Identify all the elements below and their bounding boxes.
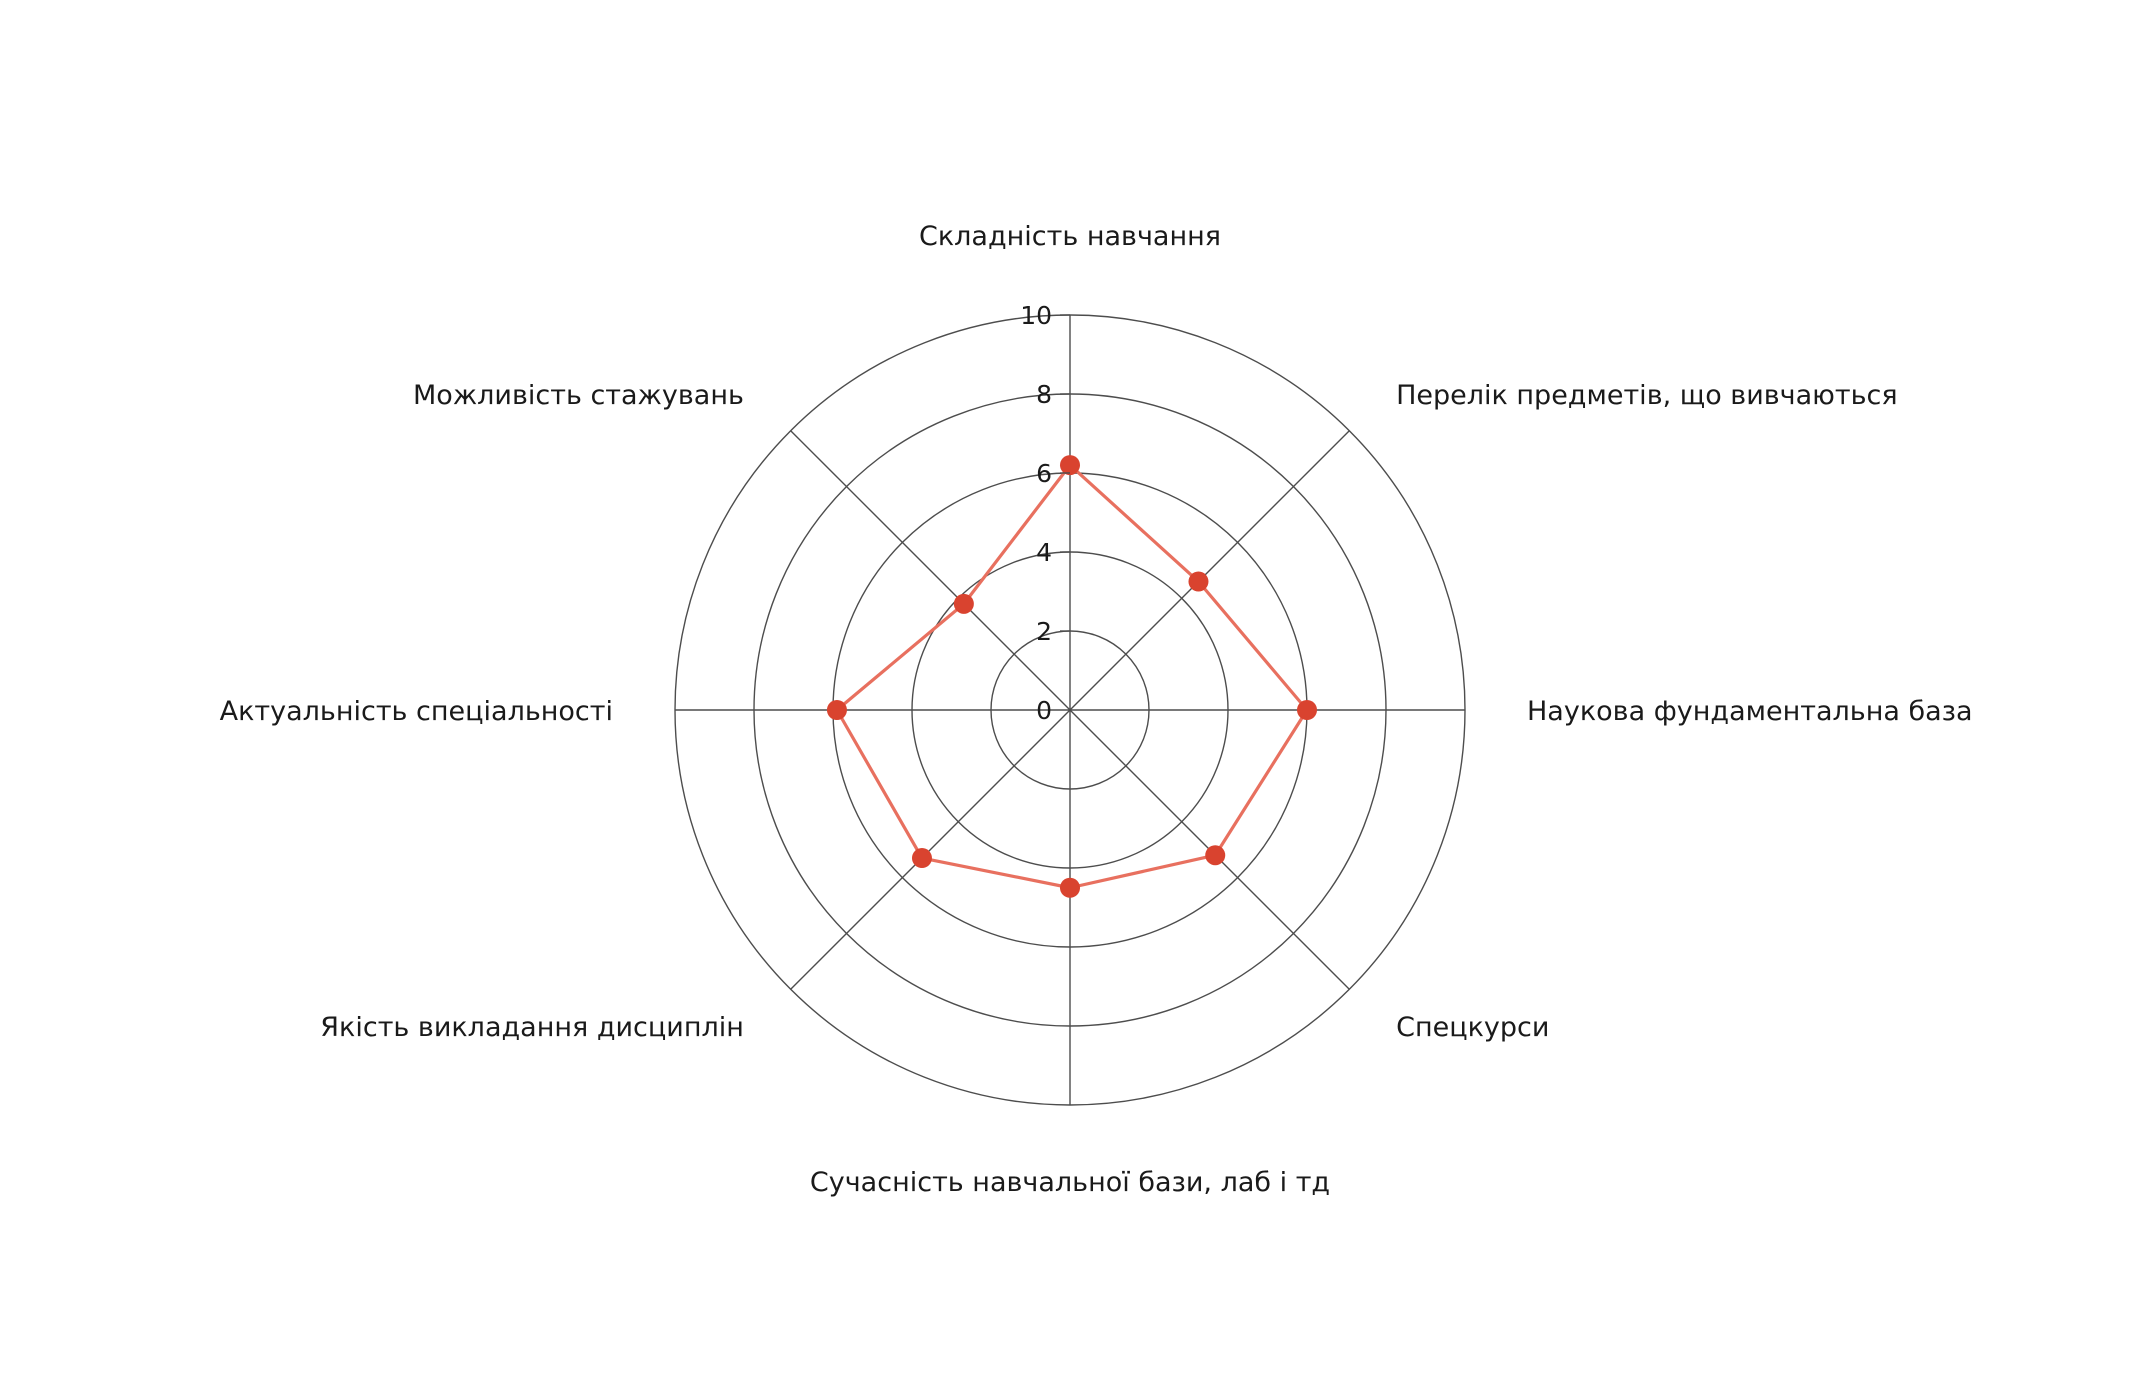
category-label: Перелік предметів, що вивчаються xyxy=(1396,379,1898,411)
series-data-point xyxy=(1205,845,1225,865)
series-data-point xyxy=(1297,700,1317,720)
radial-tick-label: 2 xyxy=(1036,617,1052,646)
radial-tick-label: 0 xyxy=(1036,696,1052,725)
series-layer xyxy=(827,455,1317,898)
axis-spoke xyxy=(791,431,1070,710)
series-data-point xyxy=(912,848,932,868)
radial-tick-labels xyxy=(1020,301,1070,725)
series-data-point xyxy=(1060,878,1080,898)
category-label: Наукова фундаментальна база xyxy=(1527,696,1973,727)
category-label: Сучасність навчальної бази, лаб і тд xyxy=(809,1167,1331,1198)
category-label: Складність навчання xyxy=(918,221,1222,252)
series-data-point xyxy=(827,700,847,720)
axis-spoke xyxy=(1070,431,1349,710)
category-label: Спецкурси xyxy=(1396,1012,1550,1044)
category-label: Актуальність спеціальності xyxy=(219,696,613,727)
radial-tick-label: 6 xyxy=(1036,459,1052,488)
category-label: Можливість стажувань xyxy=(413,379,744,411)
series-polygon xyxy=(837,465,1307,888)
series-data-point xyxy=(954,594,974,614)
series-data-point xyxy=(1188,572,1208,592)
category-label: Якість викладання дисциплін xyxy=(320,1012,744,1044)
radial-tick-label: 8 xyxy=(1036,380,1052,409)
axis-spokes xyxy=(675,315,1465,1105)
axis-spoke xyxy=(791,710,1070,989)
radial-tick-label: 4 xyxy=(1036,538,1052,567)
series-data-point xyxy=(1060,455,1080,475)
radial-tick-label: 10 xyxy=(1020,301,1052,330)
